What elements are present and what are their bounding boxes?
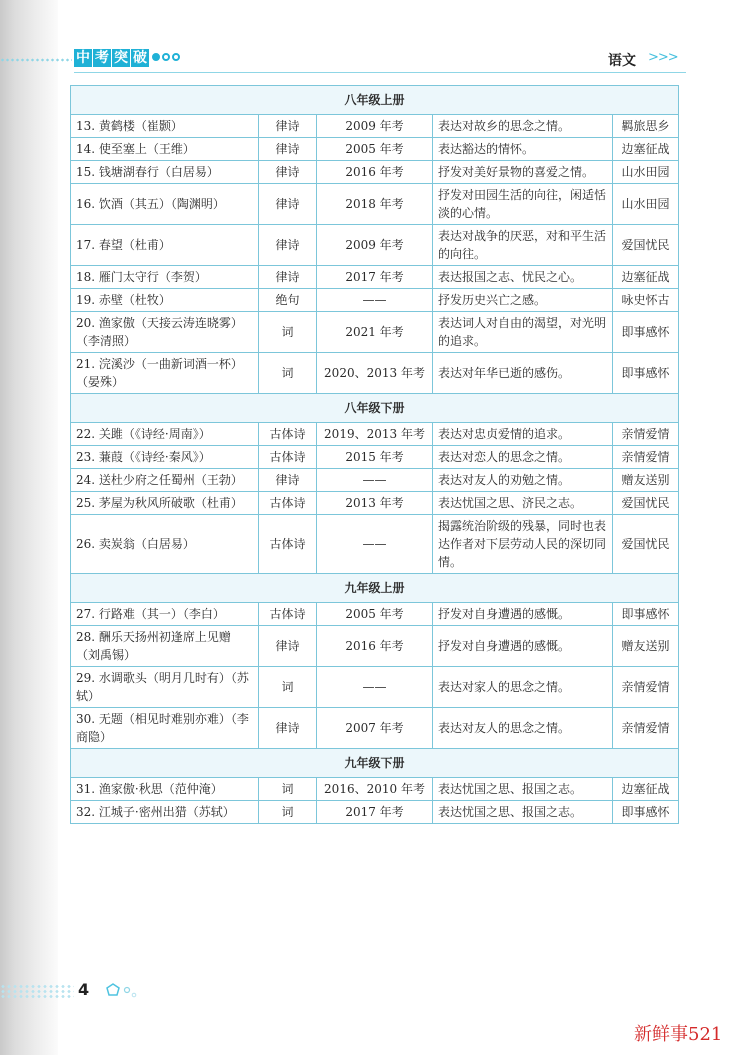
logo-char: 破 [133, 50, 147, 66]
section-header-row [71, 574, 679, 603]
cell-form: 词 [259, 801, 317, 824]
cell-theme: 亲情爱情 [613, 708, 679, 749]
table-row [71, 603, 679, 626]
cell-theme: 爱国忧民 [613, 515, 679, 574]
cell-year: 2016、2010 年考 [317, 778, 433, 801]
header-rule [74, 72, 686, 73]
cell-theme: 边塞征战 [613, 138, 679, 161]
chevrons-icon: >>> [648, 50, 678, 65]
cell-content: 表达对年华已逝的感伤。 [433, 353, 613, 394]
table-row [71, 138, 679, 161]
table-row [71, 667, 679, 708]
cell-form: 律诗 [259, 161, 317, 184]
table-row [71, 492, 679, 515]
cell-year: 2016 年考 [317, 161, 433, 184]
cell-theme: 边塞征战 [613, 778, 679, 801]
cell-theme: 即事感怀 [613, 353, 679, 394]
table-row [71, 312, 679, 353]
table-row [71, 446, 679, 469]
cell-content: 表达豁达的情怀。 [433, 138, 613, 161]
cell-form: 律诗 [259, 266, 317, 289]
cell-form: 律诗 [259, 626, 317, 667]
cell-title: 17. 春望（杜甫） [71, 225, 259, 266]
cell-title: 25. 茅屋为秋风所破歌（杜甫） [71, 492, 259, 515]
section-heading: 九年级上册 [71, 574, 679, 603]
cell-theme: 赠友送别 [613, 626, 679, 667]
cell-form: 律诗 [259, 138, 317, 161]
cell-year: —— [317, 515, 433, 574]
subject-label: 语文 [608, 53, 636, 69]
cell-title: 21. 浣溪沙（一曲新词酒一杯）（晏殊） [71, 353, 259, 394]
logo-char: 中 [76, 50, 90, 66]
cell-content: 表达词人对自由的渴望，对光明的追求。 [433, 312, 613, 353]
cell-form: 古体诗 [259, 603, 317, 626]
cell-form: 词 [259, 353, 317, 394]
cell-theme: 即事感怀 [613, 312, 679, 353]
cell-theme: 爱国忧民 [613, 225, 679, 266]
cell-year: 2017 年考 [317, 266, 433, 289]
cell-title: 31. 渔家傲·秋思（范仲淹） [71, 778, 259, 801]
cell-year: —— [317, 289, 433, 312]
cell-year: 2017 年考 [317, 801, 433, 824]
cell-title: 26. 卖炭翁（白居易） [71, 515, 259, 574]
table-row [71, 801, 679, 824]
cell-year: 2016 年考 [317, 626, 433, 667]
section-heading: 九年级下册 [71, 749, 679, 778]
cell-form: 古体诗 [259, 423, 317, 446]
bubble-decoration-icon [103, 982, 163, 1002]
cell-content: 表达忧国之思、报国之志。 [433, 801, 613, 824]
cell-title: 24. 送杜少府之任蜀州（王勃） [71, 469, 259, 492]
cell-form: 律诗 [259, 708, 317, 749]
table-row [71, 626, 679, 667]
table-row [71, 289, 679, 312]
cell-title: 13. 黄鹤楼（崔颢） [71, 115, 259, 138]
cell-content: 表达对友人的劝勉之情。 [433, 469, 613, 492]
cell-content: 表达对家人的思念之情。 [433, 667, 613, 708]
table-row [71, 225, 679, 266]
cell-theme: 亲情爱情 [613, 667, 679, 708]
cell-title: 20. 渔家傲（天接云涛连晓雾）（李清照） [71, 312, 259, 353]
poem-table [70, 85, 679, 824]
cell-form: 词 [259, 312, 317, 353]
cell-title: 32. 江城子·密州出猎（苏轼） [71, 801, 259, 824]
cell-year: 2013 年考 [317, 492, 433, 515]
cell-year: 2015 年考 [317, 446, 433, 469]
cell-content: 表达对友人的思念之情。 [433, 708, 613, 749]
cell-title: 28. 酬乐天扬州初逢席上见赠（刘禹锡） [71, 626, 259, 667]
cell-content: 抒发对自身遭遇的感慨。 [433, 603, 613, 626]
cell-title: 16. 饮酒（其五）（陶渊明） [71, 184, 259, 225]
cell-title: 14. 使至塞上（王维） [71, 138, 259, 161]
cell-content: 抒发历史兴亡之感。 [433, 289, 613, 312]
table-row [71, 115, 679, 138]
cell-form: 古体诗 [259, 492, 317, 515]
cell-content: 表达对故乡的思念之情。 [433, 115, 613, 138]
cell-title: 19. 赤壁（杜牧） [71, 289, 259, 312]
cell-year: 2020、2013 年考 [317, 353, 433, 394]
cell-year: 2019、2013 年考 [317, 423, 433, 446]
cell-content: 表达报国之志、忧民之心。 [433, 266, 613, 289]
cell-year: 2009 年考 [317, 225, 433, 266]
cell-theme: 爱国忧民 [613, 492, 679, 515]
cell-content: 表达忧国之思、济民之志。 [433, 492, 613, 515]
cell-theme: 咏史怀古 [613, 289, 679, 312]
cell-title: 29. 水调歌头（明月几时有）（苏轼） [71, 667, 259, 708]
cell-content: 表达对忠贞爱情的追求。 [433, 423, 613, 446]
table-row [71, 184, 679, 225]
watermark-text: 新鲜事521 [634, 1024, 723, 1045]
cell-year: —— [317, 469, 433, 492]
cell-title: 23. 蒹葭（《诗经·秦风》） [71, 446, 259, 469]
cell-title: 15. 钱塘湖春行（白居易） [71, 161, 259, 184]
header-dot-decoration [0, 58, 72, 62]
cell-content: 表达忧国之思、报国之志。 [433, 778, 613, 801]
cell-year: 2007 年考 [317, 708, 433, 749]
cell-theme: 即事感怀 [613, 603, 679, 626]
cell-form: 绝句 [259, 289, 317, 312]
cell-content: 揭露统治阶级的残暴，同时也表达作者对下层劳动人民的深切同情。 [433, 515, 613, 574]
cell-form: 古体诗 [259, 515, 317, 574]
cell-content: 抒发对田园生活的向往，闲适恬淡的心情。 [433, 184, 613, 225]
cell-theme: 即事感怀 [613, 801, 679, 824]
cell-theme: 山水田园 [613, 184, 679, 225]
table-row [71, 161, 679, 184]
table-row [71, 266, 679, 289]
section-header-row [71, 394, 679, 423]
table-row [71, 778, 679, 801]
cell-year: 2021 年考 [317, 312, 433, 353]
cell-year: 2005 年考 [317, 603, 433, 626]
cell-title: 18. 雁门太守行（李贺） [71, 266, 259, 289]
cell-theme: 边塞征战 [613, 266, 679, 289]
logo-circles-icon [152, 53, 180, 61]
cell-form: 律诗 [259, 225, 317, 266]
cell-content: 表达对战争的厌恶，对和平生活的向往。 [433, 225, 613, 266]
page-number: 4 [78, 980, 90, 999]
section-heading: 八年级下册 [71, 394, 679, 423]
cell-content: 表达对恋人的思念之情。 [433, 446, 613, 469]
logo-char: 突 [114, 50, 128, 66]
table-row [71, 469, 679, 492]
cell-year: 2005 年考 [317, 138, 433, 161]
cell-theme: 亲情爱情 [613, 446, 679, 469]
logo-char: 考 [95, 50, 109, 66]
cell-form: 词 [259, 667, 317, 708]
cell-form: 古体诗 [259, 446, 317, 469]
table-row [71, 515, 679, 574]
section-heading: 八年级上册 [71, 86, 679, 115]
cell-theme: 亲情爱情 [613, 423, 679, 446]
cell-theme: 山水田园 [613, 161, 679, 184]
footer-wave-decoration [0, 984, 74, 998]
cell-year: —— [317, 667, 433, 708]
cell-title: 27. 行路难（其一）（李白） [71, 603, 259, 626]
cell-form: 律诗 [259, 115, 317, 138]
section-header-row [71, 86, 679, 115]
cell-form: 律诗 [259, 469, 317, 492]
cell-title: 22. 关雎（《诗经·周南》） [71, 423, 259, 446]
cell-form: 律诗 [259, 184, 317, 225]
series-logo [74, 49, 149, 67]
table-row [71, 423, 679, 446]
cell-theme: 赠友送别 [613, 469, 679, 492]
page-header [0, 44, 750, 74]
cell-form: 词 [259, 778, 317, 801]
cell-year: 2009 年考 [317, 115, 433, 138]
cell-content: 抒发对美好景物的喜爱之情。 [433, 161, 613, 184]
table-row [71, 353, 679, 394]
cell-content: 抒发对自身遭遇的感慨。 [433, 626, 613, 667]
cell-theme: 羁旅思乡 [613, 115, 679, 138]
table-row [71, 708, 679, 749]
cell-title: 30. 无题（相见时难别亦难）（李商隐） [71, 708, 259, 749]
cell-year: 2018 年考 [317, 184, 433, 225]
book-spine-shadow [0, 0, 58, 1055]
section-header-row [71, 749, 679, 778]
